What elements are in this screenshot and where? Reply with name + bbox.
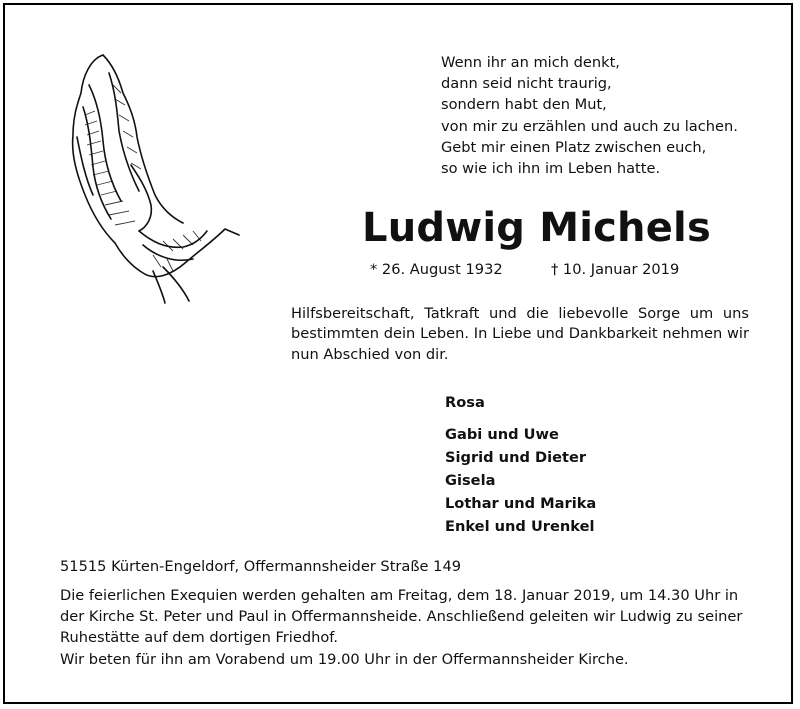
poem-line: dann seid nicht traurig, bbox=[441, 75, 612, 93]
notice-line: Die feierlichen Exequien werden gehalten am Freitag, dem 18. Januar 2019, um 14.30 Uhr in bbox=[60, 587, 739, 604]
birth-date: * 26. August 1932 bbox=[370, 261, 503, 278]
mourner-name: Gisela bbox=[445, 472, 496, 489]
poem-line: so wie ich ihn im Leben hatte. bbox=[441, 160, 661, 178]
mourners-list bbox=[445, 391, 596, 538]
mourner-spouse: Rosa bbox=[445, 394, 485, 411]
notice-line: Wir beten für ihn am Vorabend um 19.00 Uhr in der Offermannsheider Kirche. bbox=[60, 650, 629, 668]
praying-hands-icon bbox=[43, 45, 243, 307]
notice-line: der Kirche St. Peter und Paul in Offermannsheide. Anschließend geleiten wir Ludwig zu seiner bbox=[60, 608, 743, 626]
mourner-name: Sigrid und Dieter bbox=[445, 449, 587, 466]
mourner-name: Lothar und Marika bbox=[445, 495, 597, 512]
mourner-name: Enkel und Urenkel bbox=[445, 518, 595, 535]
obituary-card bbox=[3, 3, 793, 704]
poem-line: von mir zu erzählen und auch zu lachen. bbox=[441, 117, 738, 135]
memorial-poem bbox=[441, 52, 738, 179]
death-date: † 10. Januar 2019 bbox=[551, 261, 680, 278]
tribute-text: Hilfsbereitschaft, Tatkraft und die liebevolle Sorge um uns bestimmten dein Leben. In Liebe und Dankbarkeit nehmen wir nun Abschied von dir. bbox=[291, 305, 749, 363]
deceased-name: Ludwig Michels bbox=[362, 205, 711, 251]
poem-line: Wenn ihr an mich denkt, bbox=[441, 54, 620, 71]
mourner-name: Gabi und Uwe bbox=[445, 426, 559, 443]
notice-line: Ruhestätte auf dem dortigen Friedhof. bbox=[60, 629, 338, 647]
family-address: 51515 Kürten-Engeldorf, Offermannsheider Straße 149 bbox=[60, 558, 462, 575]
funeral-notice bbox=[60, 585, 760, 670]
poem-line: Gebt mir einen Platz zwischen euch, bbox=[441, 138, 707, 156]
poem-line: sondern habt den Mut, bbox=[441, 96, 607, 114]
